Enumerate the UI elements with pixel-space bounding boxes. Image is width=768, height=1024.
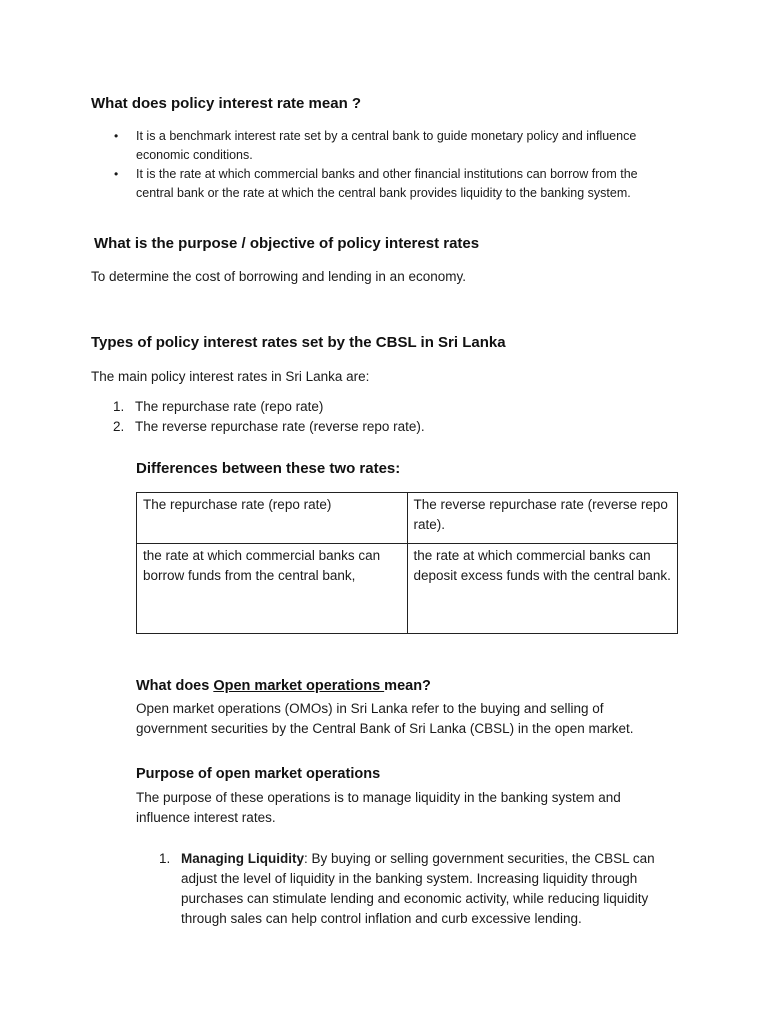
heading-omo-meaning bbox=[136, 678, 431, 694]
list-item bbox=[113, 417, 675, 437]
omo-purpose-text: The purpose of these operations is to manage liquidity in the banking system and influence interest rates. bbox=[136, 790, 621, 825]
heading-policy-rate-meaning: What does policy interest rate mean ? bbox=[91, 95, 362, 112]
bullet-marker: • bbox=[114, 129, 119, 143]
list-item bbox=[113, 397, 675, 417]
heading-part: mean? bbox=[384, 678, 431, 694]
list-number: 2. bbox=[113, 419, 125, 434]
table-cell: The reverse repurchase rate (reverse repo rate). bbox=[407, 493, 678, 544]
table-cell: The repurchase rate (repo rate) bbox=[137, 493, 408, 544]
list-item bbox=[114, 165, 676, 203]
purpose-text: To determine the cost of borrowing and lending in an economy. bbox=[91, 269, 466, 284]
heading-part: What does bbox=[136, 678, 214, 694]
list-number: 1. bbox=[159, 851, 171, 866]
table-row bbox=[137, 544, 678, 634]
list-item-text: The reverse repurchase rate (reverse repo rate). bbox=[135, 419, 425, 434]
heading-purpose-policy-rates: What is the purpose / objective of policy interest rates bbox=[94, 235, 480, 252]
table-row bbox=[137, 493, 678, 544]
table-cell: the rate at which commercial banks can deposit excess funds with the central bank. bbox=[407, 544, 678, 634]
bullet-text: It is a benchmark interest rate set by a central bank to guide monetary policy and influence economic conditions. bbox=[136, 129, 637, 162]
list-item-text: : By buying or selling government securities, the CBSL can adjust the level of liquidity in the banking system. Increasing liquidity through purchases can stimulate lending and economic activity, while reducing liquidity through sales can help control inflation and curb excessive lending. bbox=[181, 851, 655, 926]
omo-purpose-list bbox=[159, 849, 671, 929]
heading-underlined-term: Open market operations bbox=[213, 678, 385, 694]
list-item bbox=[114, 127, 676, 165]
heading-types-policy-rates: Types of policy interest rates set by the CBSL in Sri Lanka bbox=[91, 334, 506, 351]
bullet-text: It is the rate at which commercial banks and other financial institutions can borrow from the central bank or the rate at which the central bank provides liquidity to the banking system. bbox=[136, 167, 638, 200]
list-item bbox=[159, 849, 671, 929]
policy-rate-types-list bbox=[113, 397, 675, 437]
omo-definition-text: Open market operations (OMOs) in Sri Lanka refer to the buying and selling of government securities by the Central Bank of Sri Lanka (CBSL) in the open market. bbox=[136, 701, 634, 736]
list-item-term: Managing Liquidity bbox=[181, 851, 304, 866]
bullet-marker: • bbox=[114, 167, 119, 181]
heading-omo-purpose: Purpose of open market operations bbox=[136, 766, 381, 782]
policy-rate-bullet-list bbox=[114, 127, 676, 203]
differences-table bbox=[136, 492, 678, 634]
list-number: 1. bbox=[113, 399, 125, 414]
heading-differences: Differences between these two rates: bbox=[136, 460, 401, 477]
table-cell: the rate at which commercial banks can borrow funds from the central bank, bbox=[137, 544, 408, 634]
list-item-text: The repurchase rate (repo rate) bbox=[135, 399, 324, 414]
types-intro-text: The main policy interest rates in Sri Lanka are: bbox=[91, 369, 370, 384]
